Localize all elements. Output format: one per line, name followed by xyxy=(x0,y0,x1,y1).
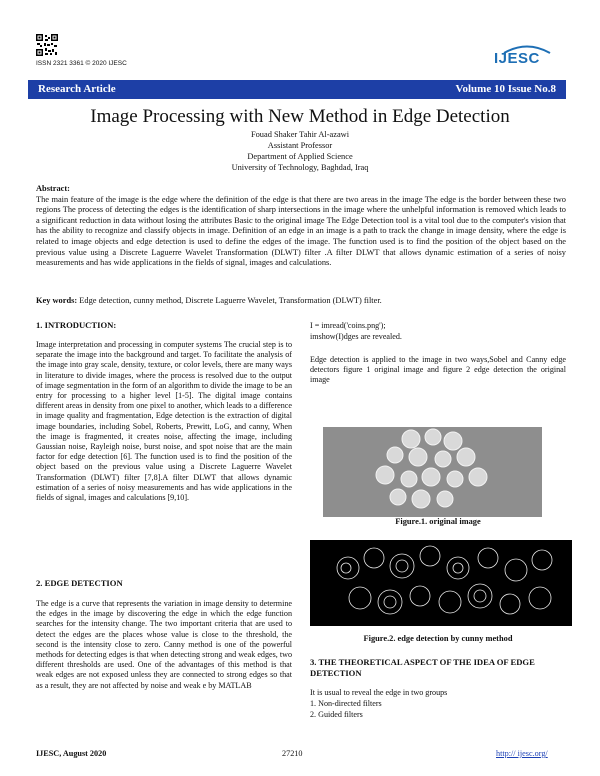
keywords xyxy=(36,296,566,305)
figure-2-caption: Figure.2. edge detection by cunny method xyxy=(363,634,513,643)
code-line-2: imshow(I)dges are revealed. xyxy=(310,332,402,341)
footer-page-number: 27210 xyxy=(282,749,303,758)
author-university: University of Technology, Baghdad, Iraq xyxy=(231,163,369,172)
logo-text: IJESC xyxy=(494,50,540,67)
article-banner xyxy=(28,80,566,99)
qr-code-icon xyxy=(36,34,58,56)
issn-text: ISSN 2321 3361 © 2020 IJESC xyxy=(36,60,127,67)
abstract xyxy=(36,184,566,269)
figure-2-edge-detection-image xyxy=(310,540,572,626)
keywords-label: Key words: xyxy=(36,296,78,305)
section-theory-heading: 3. THE THEORETICAL ASPECT OF THE IDEA OF EDGE DETECTION xyxy=(310,657,535,678)
section-intro-heading: 1. INTRODUCTION: xyxy=(36,320,117,330)
footer-journal-date: IJESC, August 2020 xyxy=(36,749,107,758)
figure-1-caption: Figure.1. original image xyxy=(395,517,481,526)
keywords-text: Edge detection, cunny method, Discrete Laguerre Wavelet, Transformation (DLWT) filter. xyxy=(77,296,382,305)
author-position: Assistant Professor xyxy=(267,141,333,150)
volume-issue: Volume 10 Issue No.8 xyxy=(455,83,556,95)
section-intro-text: Image interpretation and processing in computer systems The crucial step is to separate the image into the background and target. To facilitate the analysis of the image into gray scale, density, texture, or color levels, there are many ways in literature to divide images, where the process is resolved due to the output of image segmentation in the form of an algorithm to divide the image to be an entry for processing to a higher level [1-5]. The digital image contains different areas in density from one pixel to another, which leads to a difference in image quality and fragmentation, Edge detection is the extraction of digital image boundaries, including Sobel, Roberts, Prewitt, LoG, and canny, When the image is fragmented, it creates noise, affecting the image, including Gaussian noise, Rayleigh noise, burst noise, and spot noise that are the main factor for edge detection [6]. The function used is to find the position of the object based on the previous value using a Discrete Laguerre Wavelet Transformation (DLWT) filter [7,8].A filter DLWT that allows dynamic estimation of a series of noisy measurements and has wide applications in the fields of signal, images and calculations [9,10]. xyxy=(36,340,292,503)
abstract-text: The main feature of the image is the edge where the definition of the edge is that there are two areas in the image The edge is the border between these two regions The process of detecting the edges is the identification of sharp intersections in the image where the unhelpful information is removed which leads to a significant reduction in data without losing the attributes Basic to the original image The Edge Detection tool is a vital tool due to the computer's vision that has the ability to recognize and classify objects in image. Definition of an edge in an image is a path to track the change in image density, where the edge is related to image objects and edge detection is used to define the edges of the image. The function used is to find the position of the object based on the previous value using a Discrete Laguerre Wavelet Transformation (DLWT) filter .A filter DLWT that allows dynamic estimation of a series of noisy measurements and has wide applications in the fields of signal, images and calculations. xyxy=(36,194,566,268)
section-theory-text: It is usual to reveal the edge in two groups xyxy=(310,688,448,697)
footer-website-link[interactable]: http:// ijesc.org/ xyxy=(496,749,548,758)
right-intro-text: Edge detection is applied to the image in two ways,Sobel and Canny edge detectors figure 1 original image and figure 2 edge detection the original image xyxy=(310,355,566,385)
author-department: Department of Applied Science xyxy=(247,152,353,161)
journal-logo xyxy=(494,44,558,70)
author-name: Fouad Shaker Tahir Al-azawi xyxy=(250,130,350,139)
article-type: Research Article xyxy=(38,83,116,95)
theory-list-item: 1. Non-directed filters xyxy=(310,699,382,708)
code-line-1: I = imread('coins.png'); xyxy=(310,321,386,330)
paper-title: Image Processing with New Method in Edge Detection xyxy=(90,106,510,127)
theory-list-item: 2. Guided filters xyxy=(310,710,363,719)
abstract-heading: Abstract: xyxy=(36,184,70,193)
figure-1-original-image xyxy=(323,427,542,517)
section-edge-heading: 2. EDGE DETECTION xyxy=(36,578,123,588)
section-edge-text: The edge is a curve that represents the variation in image density to determine the edges in the image by discovering the edge in which the edge function searches for the intensity change. The two important criteria that are used to detect the edges are the places whose value is close to the threshold, the second is the intensity close to zero. Canny method is one of the powerful methods for detecting edges is that when detecting strong and weak edges, two different thresholds are used. One of the advantages of this method is that weak edges are not exposed unless they are connected to strong edges so that as a result, they are not affected by noise and weak e by MATLAB xyxy=(36,599,292,690)
